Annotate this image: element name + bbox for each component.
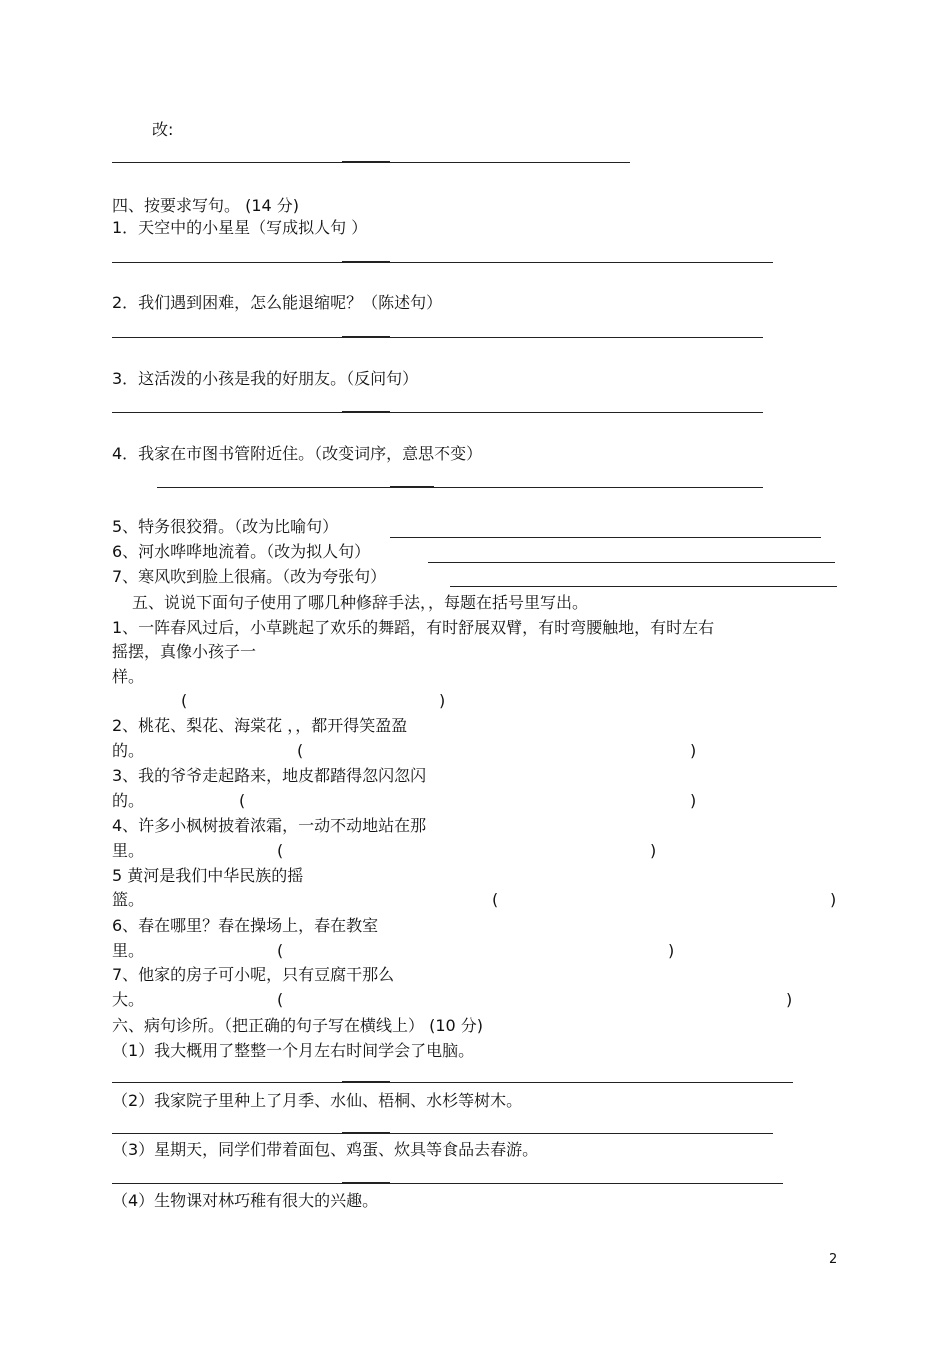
section5-q6-line2: 里。 [112, 941, 145, 960]
section5-q6-line1: 6、春在哪里？春在操场上，春在教室 [112, 916, 379, 935]
section6-q2: （2）我家院子里种上了月季、水仙、梧桐、水杉等树木。 [112, 1091, 523, 1110]
section4-q6: 6、河水哗哗地流着。（改为拟人句） [112, 542, 371, 561]
section5-q1-line3: 样。 [112, 667, 145, 686]
answer-line [390, 537, 821, 538]
section6-q1: （1）我大概用了整整一个月左右时间学会了电脑。 [112, 1041, 475, 1060]
section4-q7: 7、寒风吹到脸上很痛。（改为夸张句） [112, 567, 387, 586]
page-number: 2 [829, 1252, 838, 1267]
answer-paren-open: ( [181, 691, 188, 710]
section6-q4: （4）生物课对林巧稚有很大的兴趣。 [112, 1191, 379, 1210]
section5-q2-line2: 的。 [112, 741, 145, 760]
answer-paren-open: ( [277, 990, 284, 1009]
section5-q5-line1: 5 黄河是我们中华民族的摇 [112, 866, 304, 885]
section5-q4-line1: 4、许多小枫树披着浓霜，一动不动地站在那 [112, 816, 427, 835]
section4-q3: 3．这活泼的小孩是我的好朋友。（反问句） [112, 369, 419, 388]
answer-paren-open: ( [297, 741, 304, 760]
section6-heading: 六、病句诊所。（把正确的句子写在横线上） (10 分) [112, 1016, 484, 1035]
section5-q1-line1: 1、一阵春风过后，小草跳起了欢乐的舞蹈，有时舒展双臂，有时弯腰触地，有时左右 [112, 618, 715, 637]
section5-q2-line1: 2、桃花、梨花、海棠花 ，，都开得笑盈盈 [112, 716, 408, 735]
answer-paren-open: ( [492, 890, 499, 909]
answer-paren-close: ) [668, 941, 675, 960]
answer-line [112, 162, 630, 163]
section5-q7-line2: 大。 [112, 990, 145, 1009]
section5-q4-line2: 里。 [112, 841, 145, 860]
answer-line [450, 586, 837, 587]
section6-q3: （3）星期天，同学们带着面包、鸡蛋、炊具等食品去春游。 [112, 1140, 539, 1159]
answer-paren-close: ) [439, 691, 446, 710]
answer-paren-open: ( [277, 941, 284, 960]
section5-q1-line2: 摇摆，真像小孩子一 [112, 642, 257, 661]
answer-paren-open: ( [239, 791, 246, 810]
section4-q4: 4．我家在市图书管附近住。（改变词序，意思不变） [112, 444, 483, 463]
section5-heading: 五、说说下面句子使用了哪几种修辞手法，，每题在括号里写出。 [132, 593, 589, 612]
answer-line [112, 337, 763, 338]
answer-line [112, 1183, 783, 1184]
section4-q2: 2．我们遇到困难，怎么能退缩呢？（陈述句） [112, 293, 443, 312]
answer-paren-close: ) [650, 841, 657, 860]
section5-q3-line1: 3、我的爷爷走起路来，地皮都踏得忽闪忽闪 [112, 766, 427, 785]
gai-label: 改: [152, 120, 174, 139]
section4-q1: 1．天空中的小星星（写成拟人句 ） [112, 218, 368, 237]
section5-q7-line1: 7、他家的房子可小呢，只有豆腐干那么 [112, 965, 395, 984]
section4-q5: 5、特务很狡猾。（改为比喻句） [112, 517, 339, 536]
answer-line [157, 487, 763, 488]
section4-heading: 四、按要求写句。 (14 分) [112, 196, 300, 215]
answer-line [112, 262, 773, 263]
answer-paren-close: ) [690, 791, 697, 810]
answer-paren-close: ) [786, 990, 793, 1009]
answer-line [112, 412, 763, 413]
answer-paren-open: ( [277, 841, 284, 860]
answer-paren-close: ) [690, 741, 697, 760]
answer-line [112, 1082, 793, 1083]
section5-q3-line2: 的。 [112, 791, 145, 810]
answer-line [428, 562, 835, 563]
answer-line [112, 1133, 773, 1134]
answer-paren-close: ) [830, 890, 837, 909]
section5-q5-line2: 篮。 [112, 890, 145, 909]
